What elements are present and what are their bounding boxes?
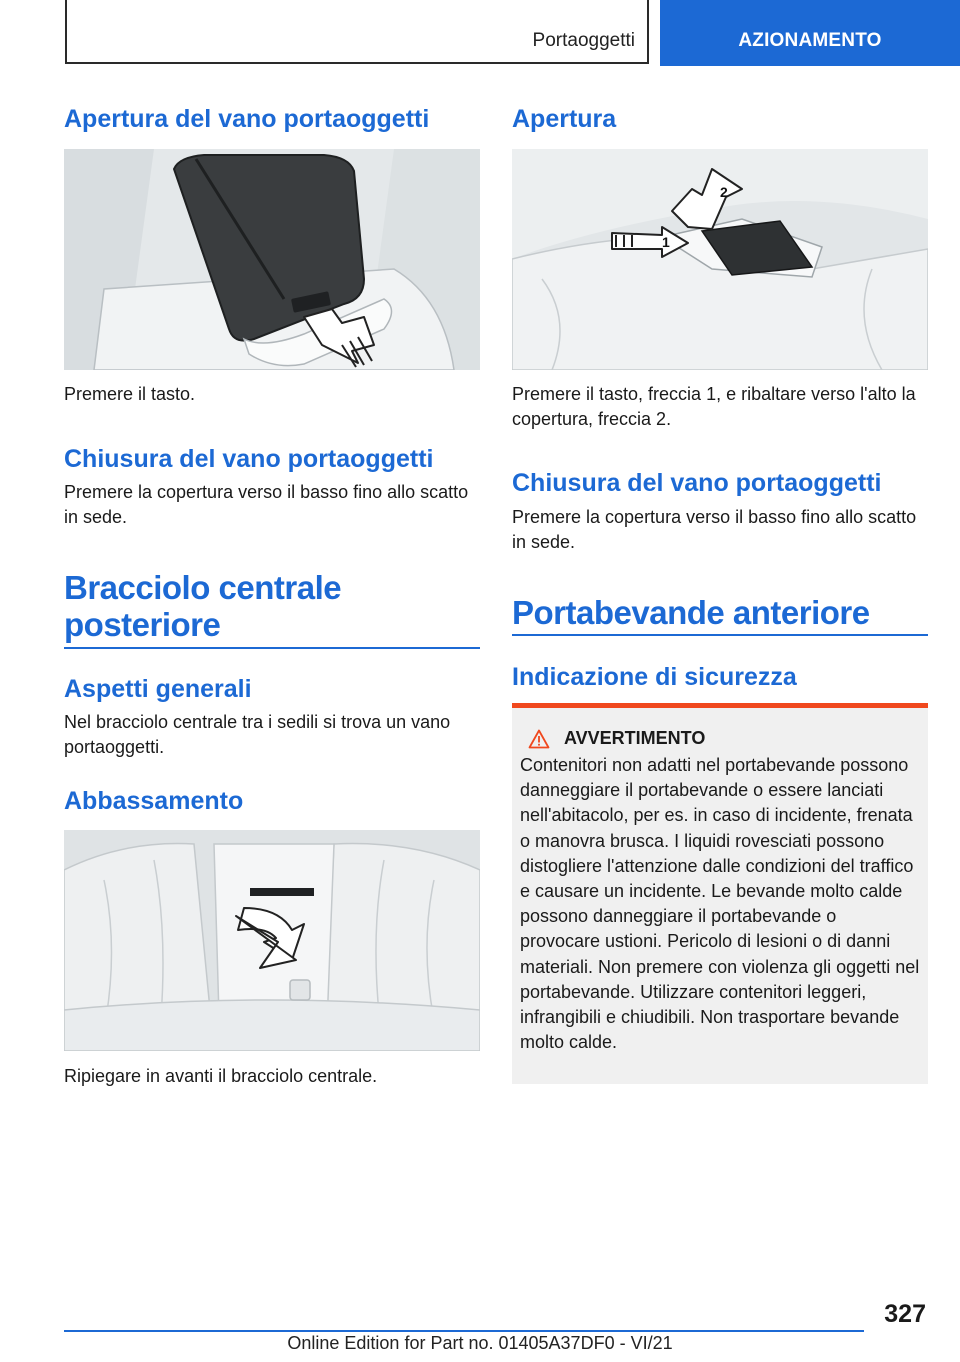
- warning-text: Contenitori non adatti nel portabevande possono danneggiare il portabevande o essere lanciati nell'abitacolo, per es. in caso di incidente, frenata o manovra brusca. I liquidi rovesciati possono distogliere l'attenzione dalle condizioni del traffico e causare un incidente. Le bevande molto calde possono danneggiare il portabevande o provocare ustioni. Pericolo di lesioni o di danni materiali. Non premere con violenza gli oggetti nel portabevande. Utilizzare contenitori leggeri, infrangibili e chiudibili. Non trasportare bevande molto calde.: [520, 755, 920, 1053]
- figure-rear-seat-armrest: [64, 830, 480, 1051]
- caption-premere-tasto: Premere il tasto.: [64, 384, 196, 404]
- page-header: [0, 0, 960, 66]
- figure-armrest-opening: [512, 149, 928, 370]
- section-title: Portaoggetti: [532, 30, 635, 51]
- warning-box: [512, 703, 928, 1084]
- chapter-tab: AZIONAMENTO: [660, 0, 960, 66]
- page-number: 327: [884, 1300, 926, 1328]
- heading-indicazione-sicurezza: Indicazione di sicurezza: [512, 663, 797, 691]
- chapter-title-bracciolo-line2: posteriore: [64, 606, 221, 643]
- figure-armrest-button: [64, 149, 480, 370]
- chapter-title-bracciolo-line1: Bracciolo centrale: [64, 569, 342, 606]
- armrest-button-illustration: [64, 149, 480, 370]
- chapter-title-portabevande: Portabevande anteriore: [512, 594, 870, 631]
- chapter-rule: [64, 647, 480, 649]
- heading-aspetti-generali: Aspetti generali: [64, 675, 252, 703]
- text-chiusura-vano: Premere la copertura verso il basso fino allo scatto in sede.: [64, 482, 469, 527]
- heading-chiusura-vano: Chiusura del vano portaoggetti: [64, 445, 434, 473]
- heading-chiusura-vano-right: Chiusura del vano portaoggetti: [512, 469, 882, 497]
- chapter-rule-right: [512, 634, 928, 636]
- arrow-label-2: 2: [720, 184, 728, 200]
- warning-triangle-icon: [528, 729, 550, 749]
- footer-rule: [64, 1330, 864, 1332]
- text-chiusura-vano-right: Premere la copertura verso il basso fino allo scatto in sede.: [512, 507, 917, 552]
- caption-ripiegare: Ripiegare in avanti il bracciolo centrale.: [64, 1066, 378, 1086]
- warning-label: AVVERTIMENTO: [564, 728, 706, 748]
- rear-seat-illustration: [64, 830, 480, 1051]
- arrow-label-1: 1: [662, 234, 670, 250]
- section-header-box: [65, 0, 649, 64]
- heading-abbassamento: Abbassamento: [64, 787, 244, 815]
- heading-apertura: Apertura: [512, 105, 617, 133]
- warning-header: [528, 728, 920, 749]
- caption-apertura: Premere il tasto, freccia 1, e ribaltare verso l'alto la copertura, freccia 2.: [512, 384, 916, 429]
- text-aspetti-generali: Nel bracciolo centrale tra i sedili si trova un vano portaoggetti.: [64, 712, 451, 757]
- edition-note: Online Edition for Part no. 01405A37DF0 - VI/21: [287, 1333, 673, 1353]
- heading-apertura-vano: Apertura del vano portaoggetti: [64, 105, 430, 133]
- armrest-opening-illustration: [512, 149, 928, 370]
